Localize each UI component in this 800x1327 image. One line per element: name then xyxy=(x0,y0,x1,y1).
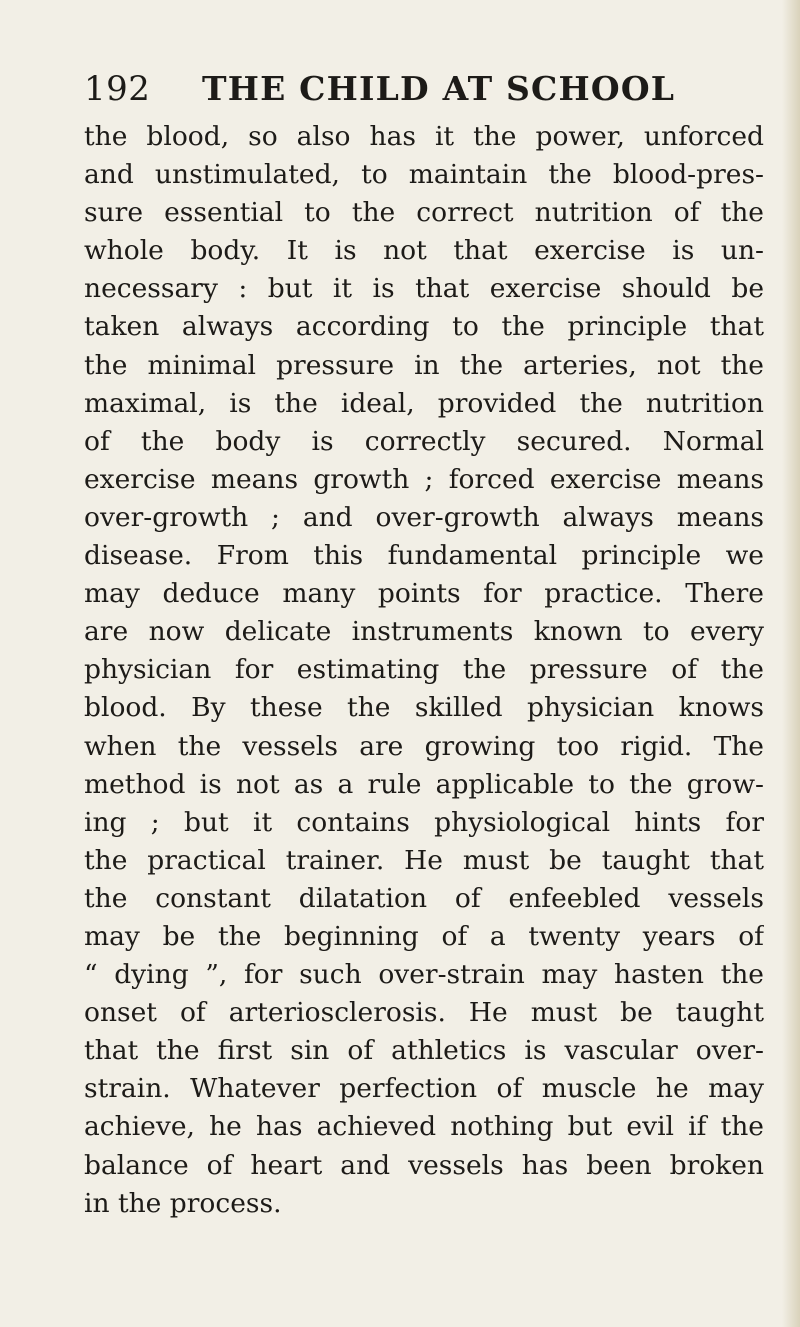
text-line: and unstimulated, to maintain the blood-pres- xyxy=(84,159,764,191)
text-line: balance of heart and vessels has been broken xyxy=(84,1149,764,1181)
text-line: of the body is correctly secured. Normal xyxy=(84,425,764,457)
text-line: when the vessels are growing too rigid. The xyxy=(84,730,764,762)
text-line: over-growth ; and over-growth always means xyxy=(84,501,764,533)
text-line: ing ; but it contains physiological hints for xyxy=(84,806,764,838)
running-head: THE CHILD AT SCHOOL xyxy=(202,69,676,108)
text-line: taken always according to the principle that xyxy=(84,311,764,343)
page-edge-shadow xyxy=(782,0,800,1327)
text-line: the blood, so also has it the power, unforced xyxy=(84,121,764,152)
text-line: physician for estimating the pressure of the xyxy=(84,654,764,686)
text-line: exercise means growth ; forced exercise means xyxy=(84,463,764,495)
page-header xyxy=(84,62,724,108)
text-line: sure essential to the correct nutrition of the xyxy=(84,197,764,229)
text-line: are now delicate instruments known to every xyxy=(84,616,764,648)
text-line: blood. By these the skilled physician knows xyxy=(84,692,764,724)
text-line: the constant dilatation of enfeebled vessels xyxy=(84,882,764,914)
text-line: may deduce many points for practice. There xyxy=(84,578,764,610)
text-line: “ dying ”, for such over-strain may hasten the xyxy=(84,959,764,991)
text-line: achieve, he has achieved nothing but evil if the xyxy=(84,1111,764,1143)
text-line: necessary : but it is that exercise should be xyxy=(84,273,764,305)
text-line: the practical trainer. He must be taught that xyxy=(84,844,764,876)
text-line: the minimal pressure in the arteries, not the xyxy=(84,349,764,381)
text-line: onset of arteriosclerosis. He must be taught xyxy=(84,997,764,1029)
text-line: in the process. xyxy=(84,1187,282,1219)
text-line: that the first sin of athletics is vascular over- xyxy=(84,1035,764,1067)
page-number: 192 xyxy=(84,69,151,109)
body-paragraph xyxy=(84,118,764,1223)
text-line: whole body. It is not that exercise is un- xyxy=(84,235,764,267)
text-line: may be the beginning of a twenty years of xyxy=(84,920,764,952)
text-line: strain. Whatever perfection of muscle he may xyxy=(84,1073,764,1105)
text-line: method is not as a rule applicable to the grow- xyxy=(84,768,764,800)
text-line: maximal, is the ideal, provided the nutrition xyxy=(84,387,764,419)
text-line: disease. From this fundamental principle we xyxy=(84,540,764,572)
